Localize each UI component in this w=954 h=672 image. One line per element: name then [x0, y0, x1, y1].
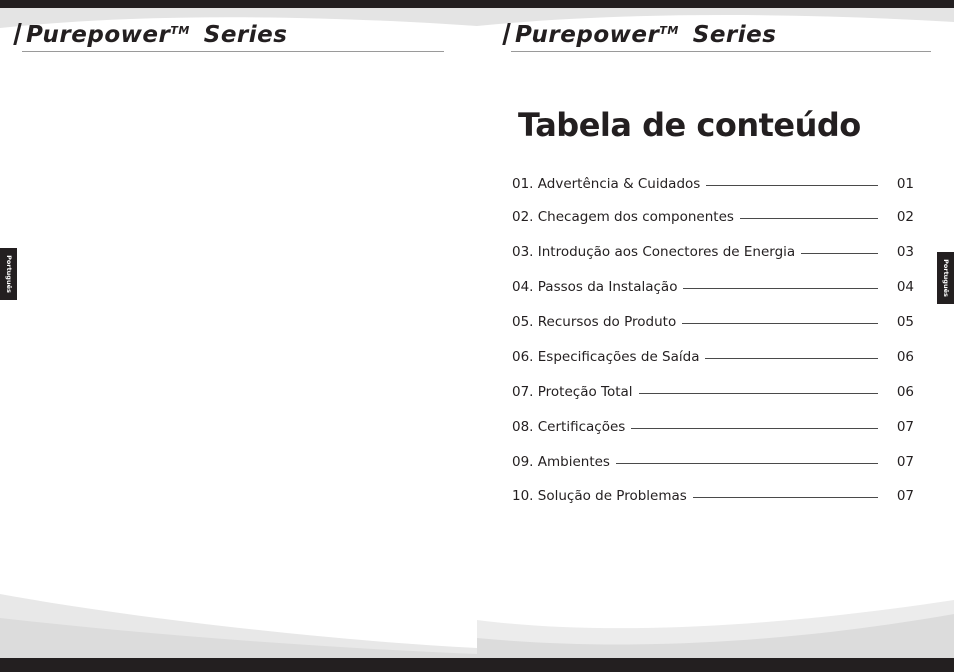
header-title: Purepower™ Series	[26, 22, 288, 48]
toc-entry-page: 03	[896, 244, 914, 260]
toc-entry-page: 07	[896, 454, 914, 470]
toc-leader-line	[706, 185, 878, 186]
toc-entry-label: 02. Checagem dos componentes	[512, 209, 734, 225]
toc-entry-page: 06	[896, 349, 914, 365]
header-rule	[511, 51, 931, 52]
bottom-border-bar	[0, 658, 954, 672]
toc-leader-line	[682, 323, 878, 324]
toc-title: Tabela de conteúdo	[518, 106, 861, 144]
toc-entry-label: 04. Passos da Instalação	[512, 279, 678, 295]
toc-entry[interactable]	[512, 205, 914, 229]
right-page-header	[505, 20, 935, 50]
toc-leader-line	[693, 497, 878, 498]
left-page-background-swoosh	[0, 8, 477, 658]
toc-entry-page: 07	[896, 488, 914, 504]
toc-leader-line	[683, 288, 878, 289]
toc-leader-line	[705, 358, 878, 359]
toc-entry-label: 08. Certificações	[512, 419, 626, 435]
toc-entry[interactable]	[512, 345, 914, 369]
header-rule	[22, 51, 444, 52]
top-border-bar	[0, 0, 954, 8]
toc-entry-label: 09. Ambientes	[512, 454, 610, 470]
toc-entry[interactable]	[512, 310, 914, 334]
toc-entry-label: 06. Especificações de Saída	[512, 349, 700, 365]
toc-entry[interactable]	[512, 450, 914, 474]
toc-entry[interactable]	[512, 172, 914, 196]
toc-entry-page: 07	[896, 419, 914, 435]
toc-leader-line	[639, 393, 878, 394]
toc-entry-page: 02	[896, 209, 914, 225]
toc-entry-label: 07. Proteção Total	[512, 384, 633, 400]
header-title: Purepower™ Series	[515, 22, 777, 48]
toc-entry-page: 05	[896, 314, 914, 330]
toc-entry-page: 04	[896, 279, 914, 295]
toc-leader-line	[740, 218, 878, 219]
toc-entry-label: 03. Introdução aos Conectores de Energia	[512, 244, 796, 260]
left-page	[0, 8, 477, 658]
toc-entry[interactable]	[512, 484, 914, 508]
toc-entry[interactable]	[512, 380, 914, 404]
toc-entry[interactable]	[512, 275, 914, 299]
language-tab: Português	[0, 248, 17, 300]
language-tab: Português	[937, 252, 954, 304]
toc-leader-line	[631, 428, 878, 429]
toc-entry[interactable]	[512, 415, 914, 439]
toc-entry-page: 06	[896, 384, 914, 400]
toc-entry-page: 01	[896, 176, 914, 192]
toc-entry-label: 10. Solução de Problemas	[512, 488, 687, 504]
toc-entry[interactable]	[512, 240, 914, 264]
toc-entry-label: 01. Advertência & Cuidados	[512, 176, 701, 192]
toc-entry-label: 05. Recursos do Produto	[512, 314, 677, 330]
toc-leader-line	[801, 253, 878, 254]
left-page-header	[16, 20, 446, 50]
toc-leader-line	[616, 463, 878, 464]
